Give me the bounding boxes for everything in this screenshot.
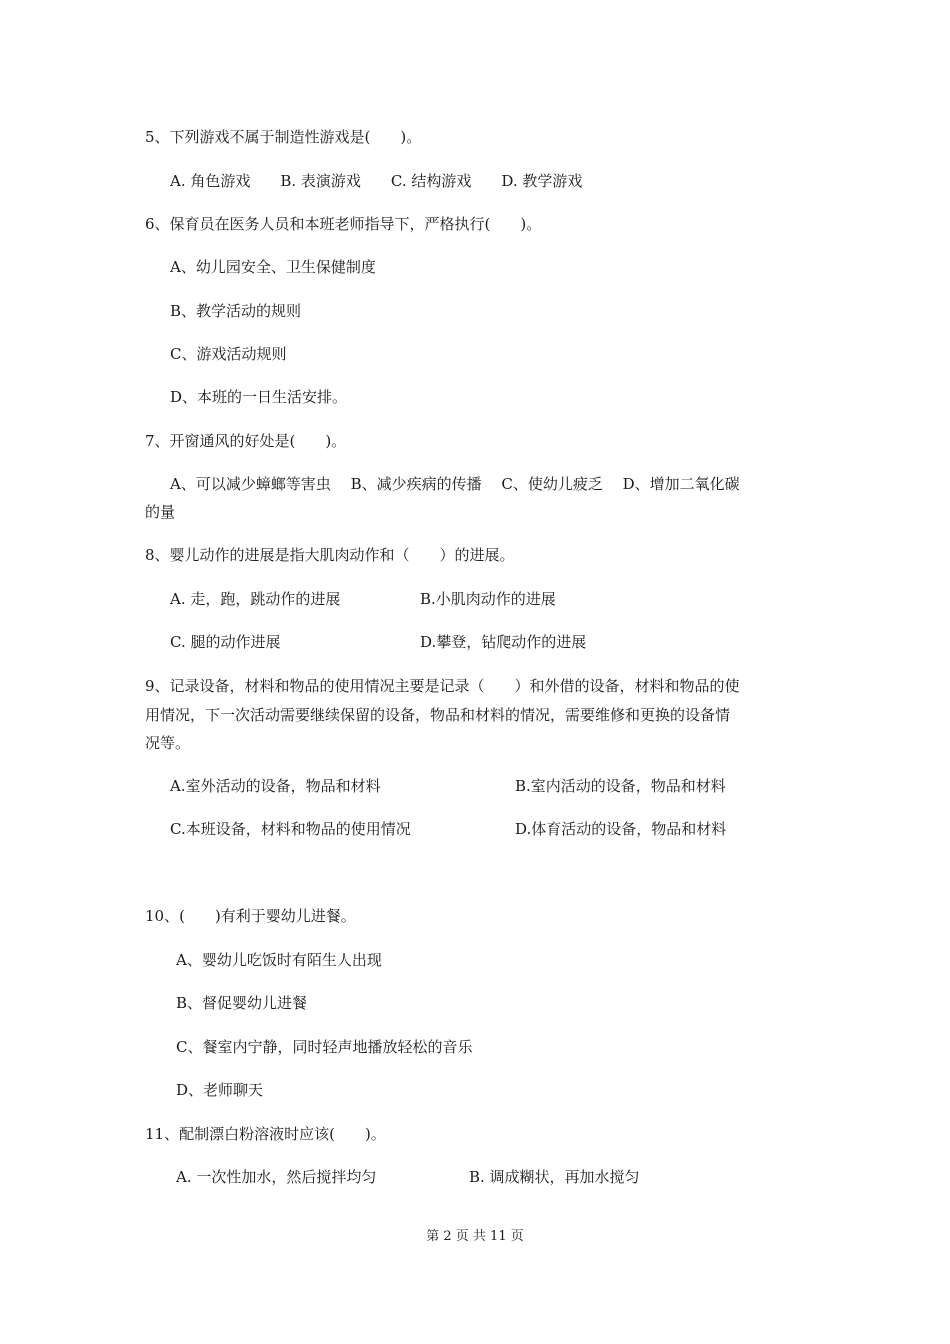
question-6-option-a: A、幼儿园安全、卫生保健制度 (170, 258, 376, 276)
question-7-options-wrap: 的量 (145, 503, 176, 521)
question-11-stem: 11、配制漂白粉溶液时应该( )。 (145, 1125, 386, 1143)
question-6-option-b: B、教学活动的规则 (170, 302, 302, 320)
question-9-stem-line-2: 用情况，下一次活动需要继续保留的设备，物品和材料的情况，需要维修和更换的设备情 (145, 706, 731, 724)
question-10-option-a: A、婴幼儿吃饭时有陌生人出现 (176, 951, 382, 969)
question-9-option-c: C.本班设备，材料和物品的使用情况 (170, 820, 411, 838)
question-11-option-a: A. 一次性加水，然后搅拌均匀 (176, 1168, 377, 1186)
question-10-option-b: B、督促婴幼儿进餐 (176, 994, 308, 1012)
question-10-stem: 10、( )有利于婴幼儿进餐。 (145, 907, 356, 925)
question-7-stem: 7、开窗通风的好处是( )。 (145, 432, 347, 450)
question-6-option-c: C、游戏活动规则 (170, 345, 287, 363)
question-9-stem-line-1: 9、记录设备，材料和物品的使用情况主要是记录（ ）和外借的设备，材料和物品的使 (145, 677, 740, 695)
question-9-stem-line-3: 况等。 (145, 734, 191, 752)
question-8-option-a: A. 走，跑，跳动作的进展 (170, 590, 341, 608)
question-5-stem: 5、下列游戏不属于制造性游戏是( )。 (145, 128, 422, 146)
question-11-option-b: B. 调成糊状，再加水搅匀 (469, 1168, 640, 1186)
question-6-stem: 6、保育员在医务人员和本班老师指导下，严格执行( )。 (145, 215, 542, 233)
question-6-option-d: D、本班的一日生活安排。 (170, 388, 348, 406)
question-9-option-b: B.室内活动的设备，物品和材料 (515, 777, 726, 795)
question-10-option-c: C、餐室内宁静，同时轻声地播放轻松的音乐 (176, 1038, 473, 1056)
question-7-options: A、可以减少蟑螂等害虫 B、减少疾病的传播 C、使幼儿疲乏 D、增加二氧化碳 (170, 475, 740, 493)
question-8-option-d: D.攀登，钻爬动作的进展 (420, 633, 587, 651)
question-9-option-a: A.室外活动的设备，物品和材料 (170, 777, 381, 795)
question-5-options: A. 角色游戏 B. 表演游戏 C. 结构游戏 D. 教学游戏 (170, 172, 583, 190)
question-8-option-c: C. 腿的动作进展 (170, 633, 281, 651)
page-footer: 第 2 页 共 11 页 (426, 1229, 524, 1244)
question-8-option-b: B.小肌肉动作的进展 (420, 590, 556, 608)
question-8-stem: 8、婴儿动作的进展是指大肌肉动作和（ ）的进展。 (145, 546, 515, 564)
question-10-option-d: D、老师聊天 (176, 1081, 264, 1099)
question-9-option-d: D.体育活动的设备，物品和材料 (515, 820, 727, 838)
